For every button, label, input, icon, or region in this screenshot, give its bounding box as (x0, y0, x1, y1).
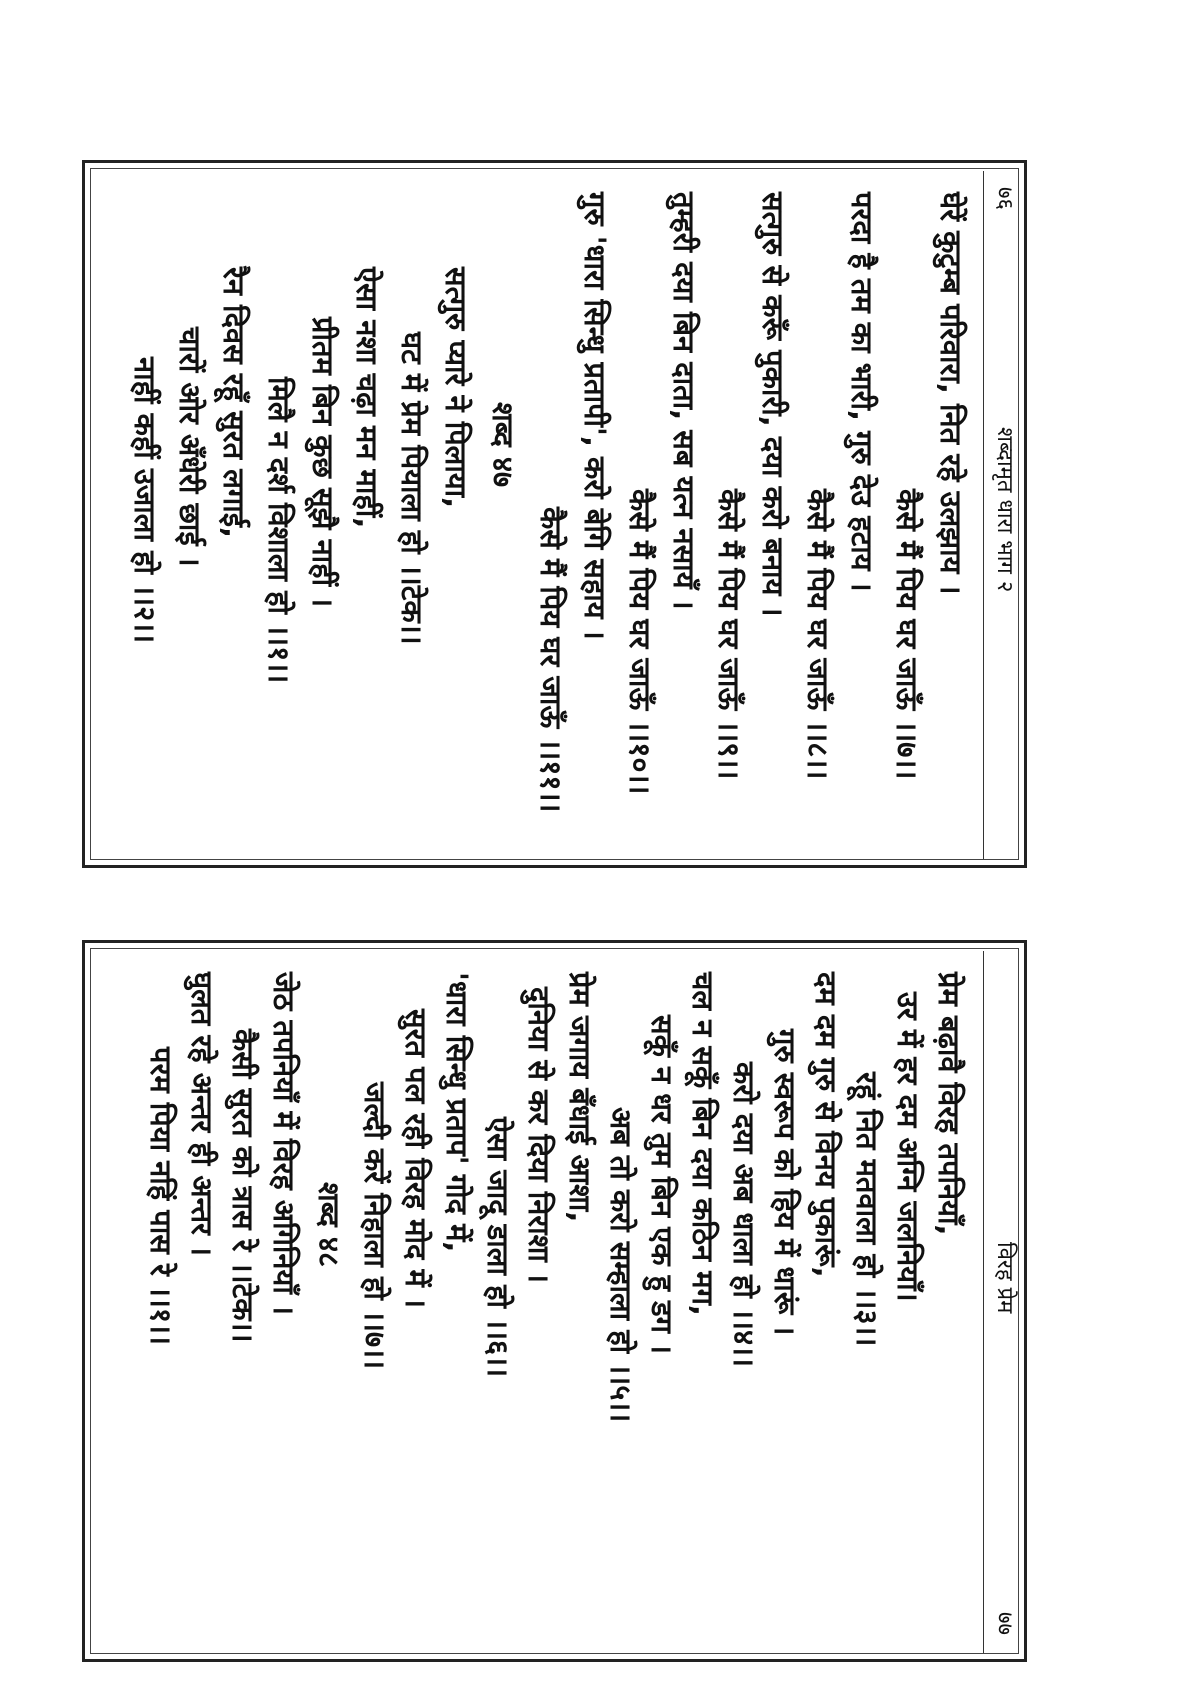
right-header-rule (983, 951, 984, 1653)
verse-line: चल न सकूँ बिन दया कठिन मग, (686, 972, 720, 1316)
left-header-rule (983, 171, 984, 859)
verse-line: नाहीं कहीं उजाला हो ।।२।। (128, 357, 162, 644)
verse-line: उर में हर दम अग्नि जलनियाँ। (891, 992, 925, 1302)
verse-line: घेरें कुटुम्ब परिवारा, नित रहे उलझाय । (934, 192, 968, 595)
left-page-number: ७६ (992, 187, 1017, 210)
right-running-head: विरह प्रेम (992, 1242, 1017, 1314)
verse-line: सत्गुरु प्यारे ने पिलाया, (439, 267, 473, 509)
verse-line: दुनिया से कर दिया निराशा । (522, 987, 556, 1283)
verse-line: करो दया अब धाला हो ।।४।। (727, 1062, 761, 1368)
right-page (82, 940, 1027, 1662)
verse-line: ऐसा जादू डाला हो ।।६।। (481, 1117, 515, 1378)
verse-line: कैसी सुरत को त्रास रे ।।टेक।। (226, 1029, 260, 1343)
verse-line: रैन दिवस रहूँ सुरत लगाई, (217, 267, 251, 538)
verse-line: परम पिया नहिं पास रे ।।१।। (144, 1047, 178, 1345)
verse-line: 'धारा सिन्धु प्रताप' गोद में, (440, 972, 474, 1253)
verse-line: रहूं नित मतवाला हो ।।३।। (850, 1072, 884, 1347)
verse-line: परदा है तम का भारी, गुरु देउ हटाय । (845, 192, 879, 592)
verse-line: चारों ओर अँधेरी छाई । (173, 327, 207, 567)
verse-line: प्रेम जगाय बँधाई आशा, (563, 972, 597, 1223)
shabd-heading: शब्द ४७ (486, 402, 520, 488)
verse-line: जेठ तपनियाँ में विरह अगिनियाँ । (267, 972, 301, 1315)
verse-line: दम दम गुरु से विनय पुकारूं, (809, 972, 843, 1278)
verse-line: गुरु 'धारा सिन्धु प्रतापी', करो बेगि सहाय । (578, 192, 612, 640)
verse-line: तुम्हरी दया बिन दाता, सब यत्न नसायँ । (667, 192, 701, 610)
verse-line: ऐसा नशा चढ़ा मन माहीं, (350, 267, 384, 529)
verse-line: कैसे मैं पिय घर जाऊँ ।।८।। (801, 489, 835, 780)
verse-line: प्रेम बढ़ावै विरह तपनियाँ, (932, 972, 966, 1236)
verse-line: कैसे मैं पिय घर जाऊँ ।।९।। (712, 489, 746, 780)
verse-line: घट में प्रेम पियाला हो ।।टेक।। (395, 332, 429, 645)
left-running-head: शब्दामृत धारा भाग २ (992, 427, 1017, 593)
verse-line: प्रीतम बिन कुछ सूझै नाहीं । (306, 317, 340, 608)
verse-line: गुरु स्वरूप को हिय में धारूं । (768, 1029, 802, 1336)
verse-line: मिलै न दर्श विशाला हो ।।१।। (262, 377, 296, 684)
verse-line: कैसे मैं पिय घर जाऊँ ।।११।। (534, 507, 568, 813)
shabd-heading: शब्द ४८ (312, 1182, 346, 1268)
left-page (82, 160, 1027, 868)
verse-line: सुरत पल रही विरह मोद में । (399, 1009, 433, 1308)
verse-line: कैसे मैं पिय घर जाऊँ ।।७।। (890, 489, 924, 780)
verse-line: सत्गुरु से करूँ पुकारी, दया करो बनाय । (756, 192, 790, 617)
verse-line: जल्दी करें निहाला हो ।।७।। (358, 1082, 392, 1370)
verse-line: कैसे मैं पिय घर जाऊँ ।।१०।। (623, 489, 657, 795)
verse-line: घुलत रहे अन्तर ही अन्तर । (185, 972, 219, 1256)
right-page-number: ७७ (992, 1612, 1017, 1635)
verse-line: सकूँ न धर तुम बिन एक हु डग । (645, 1015, 679, 1355)
verse-line: अब तो करो सम्हाला हो ।।५।। (604, 1107, 638, 1423)
